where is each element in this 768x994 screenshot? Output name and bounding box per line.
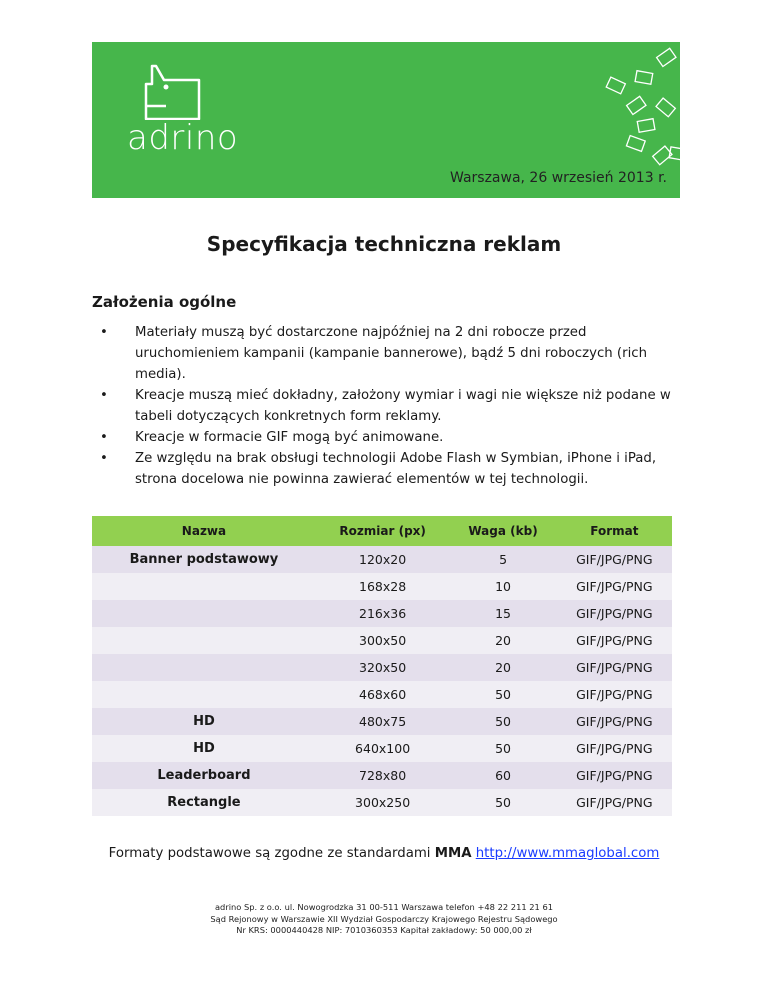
header-weight: Waga (kb) [449,516,556,546]
note-bold: MMA [434,846,472,861]
table-row [92,708,672,735]
cell-weight: 60 [449,762,556,789]
requirements-list [92,322,682,490]
cell-name: HD [92,735,316,762]
cell-name [92,654,316,681]
cell-size: 216x36 [316,600,449,627]
cell-name [92,681,316,708]
cell-format: GIF/JPG/PNG [557,681,672,708]
cell-size: 300x250 [316,789,449,816]
cell-format: GIF/JPG/PNG [557,573,672,600]
list-item: • Ze względu na brak obsługi technologii Adobe Flash w Symbian, iPhone i iPad, strona docelowa nie powinna zawierać elementów w tej technologii. [92,448,682,490]
note-text: Formaty podstawowe są zgodne ze standardami [108,846,435,861]
page-title: Specyfikacja techniczna reklam [206,232,562,256]
cell-weight: 50 [449,708,556,735]
table-row [92,735,672,762]
list-item: • Kreacje muszą mieć dokładny, założony wymiar i wagi nie większe niż podane w tabeli dotyczących konkretnych form reklamy. [92,385,682,427]
adrino-logo-icon [142,64,204,120]
logo-text: adrino [127,118,239,158]
table-row [92,762,672,789]
footer-line: Sąd Rejonowy w Warszawie XII Wydział Gospodarczy Krajowego Rejestru Sądowego [210,913,558,924]
cell-weight: 5 [449,546,556,573]
standards-note [0,846,768,861]
cell-format: GIF/JPG/PNG [557,654,672,681]
cell-size: 168x28 [316,573,449,600]
cell-weight: 50 [449,789,556,816]
cell-size: 480x75 [316,708,449,735]
cell-format: GIF/JPG/PNG [557,546,672,573]
table-row [92,681,672,708]
cell-weight: 50 [449,681,556,708]
header-name: Nazwa [92,516,316,546]
cell-name: Banner podstawowy [92,546,316,573]
company-footer [0,902,768,937]
cell-weight: 20 [449,654,556,681]
cell-format: GIF/JPG/PNG [557,708,672,735]
cell-format: GIF/JPG/PNG [557,735,672,762]
mma-link[interactable]: http://www.mmaglobal.com [475,846,660,861]
cell-size: 728x80 [316,762,449,789]
footer-line: adrino Sp. z o.o. ul. Nowogrodzka 31 00-511 Warszawa telefon +48 22 211 21 61 [214,902,554,912]
cell-format: GIF/JPG/PNG [557,789,672,816]
list-item: • Kreacje w formacie GIF mogą być animowane. [92,427,682,448]
document-date: Warszawa, 26 wrzesień 2013 r. [450,170,667,186]
cell-size: 300x50 [316,627,449,654]
cell-format: GIF/JPG/PNG [557,762,672,789]
cell-size: 640x100 [316,735,449,762]
cell-name: Rectangle [92,789,316,816]
cell-weight: 15 [449,600,556,627]
cell-name [92,573,316,600]
section-heading: Założenia ogólne [92,293,237,311]
ad-formats-table [92,516,672,816]
footer-line: Nr KRS: 0000440428 NIP: 7010360353 Kapitał zakładowy: 50 000,00 zł [236,925,532,935]
cell-format: GIF/JPG/PNG [557,600,672,627]
cell-weight: 10 [449,573,556,600]
cell-weight: 20 [449,627,556,654]
cell-size: 468x60 [316,681,449,708]
list-item: • Materiały muszą być dostarczone najpóźniej na 2 dni robocze przed uruchomieniem kampanii (kampanie bannerowe), bądź 5 dni roboczych (rich media). [92,322,682,385]
header-size: Rozmiar (px) [316,516,449,546]
cell-size: 120x20 [316,546,449,573]
table-header-row [92,516,672,546]
table-row [92,546,672,573]
table-row [92,627,672,654]
cell-weight: 50 [449,735,556,762]
table-row [92,789,672,816]
table-row [92,654,672,681]
cell-size: 320x50 [316,654,449,681]
table-row [92,600,672,627]
header-format: Format [557,516,672,546]
table-row [92,573,672,600]
cell-name: Leaderboard [92,762,316,789]
cell-name [92,627,316,654]
cell-name [92,600,316,627]
cell-name: HD [92,708,316,735]
cell-format: GIF/JPG/PNG [557,627,672,654]
